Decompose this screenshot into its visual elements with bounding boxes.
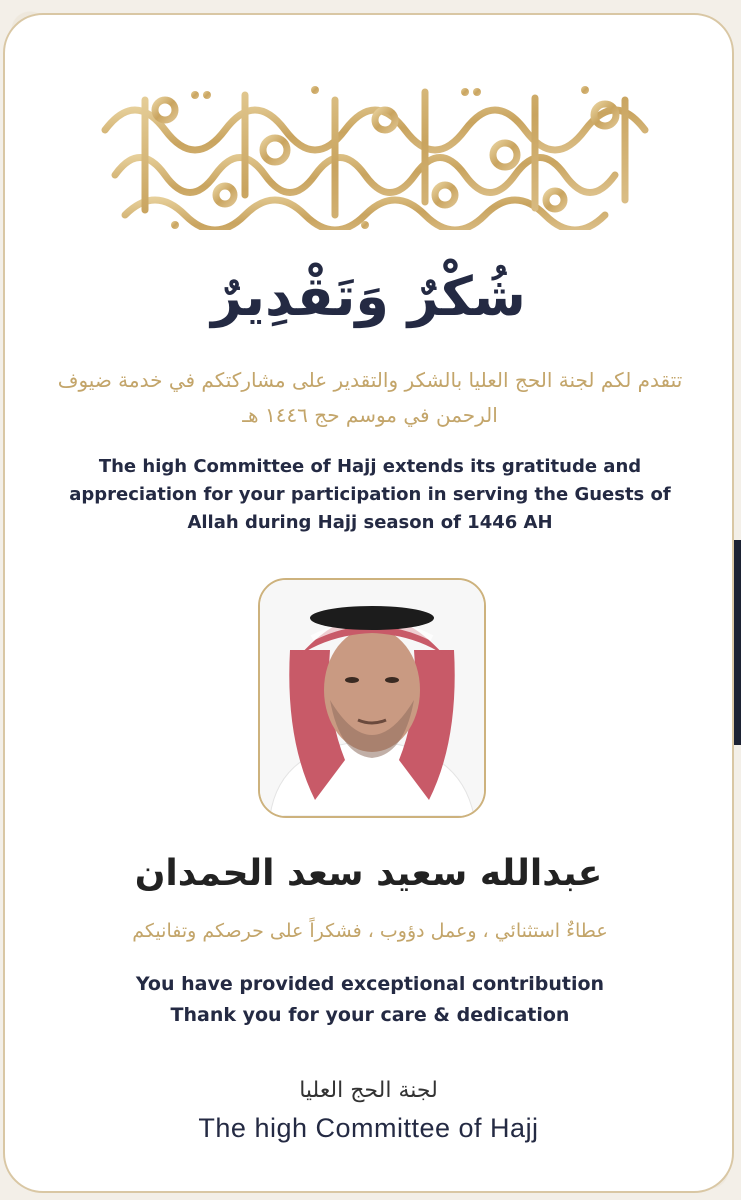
praise-line-1: You have provided exceptional contribution: [135, 973, 605, 995]
issuer-english: The high Committee of Hajj: [198, 1113, 539, 1143]
arabic-calligraphy-ornament-icon: [85, 80, 665, 230]
intro-text-arabic: تتقدم لكم لجنة الحج العليا بالشكر والتقدير على مشاركتكم في خدمة ضيوف الرحمن في موسم حج ١٤٤٦ هـ: [57, 368, 683, 427]
recipient-photo: [258, 578, 486, 818]
praise-text-english: [45, 969, 695, 1031]
certificate-card: [3, 13, 734, 1193]
certificate-title: شُكْرٌ وَتَقْدِيرٌ: [211, 265, 526, 328]
recipient-portrait-icon: [260, 580, 484, 816]
edge-bar: [733, 540, 741, 745]
issuer-arabic: لجنة الحج العليا: [299, 1078, 438, 1103]
praise-text-arabic: عطاءٌ استثنائي ، وعمل دؤوب ، فشكراً على حرصكم وتفانيكم: [132, 920, 608, 942]
intro-text-english: The high Committee of Hajj extends its gratitude and appreciation for your participation in serving the Guests of Allah during Hajj season of 1446 AH: [69, 456, 671, 533]
recipient-name: عبدالله سعيد سعد الحمدان: [134, 853, 603, 894]
praise-line-2: Thank you for your care & dedication: [170, 1004, 570, 1026]
